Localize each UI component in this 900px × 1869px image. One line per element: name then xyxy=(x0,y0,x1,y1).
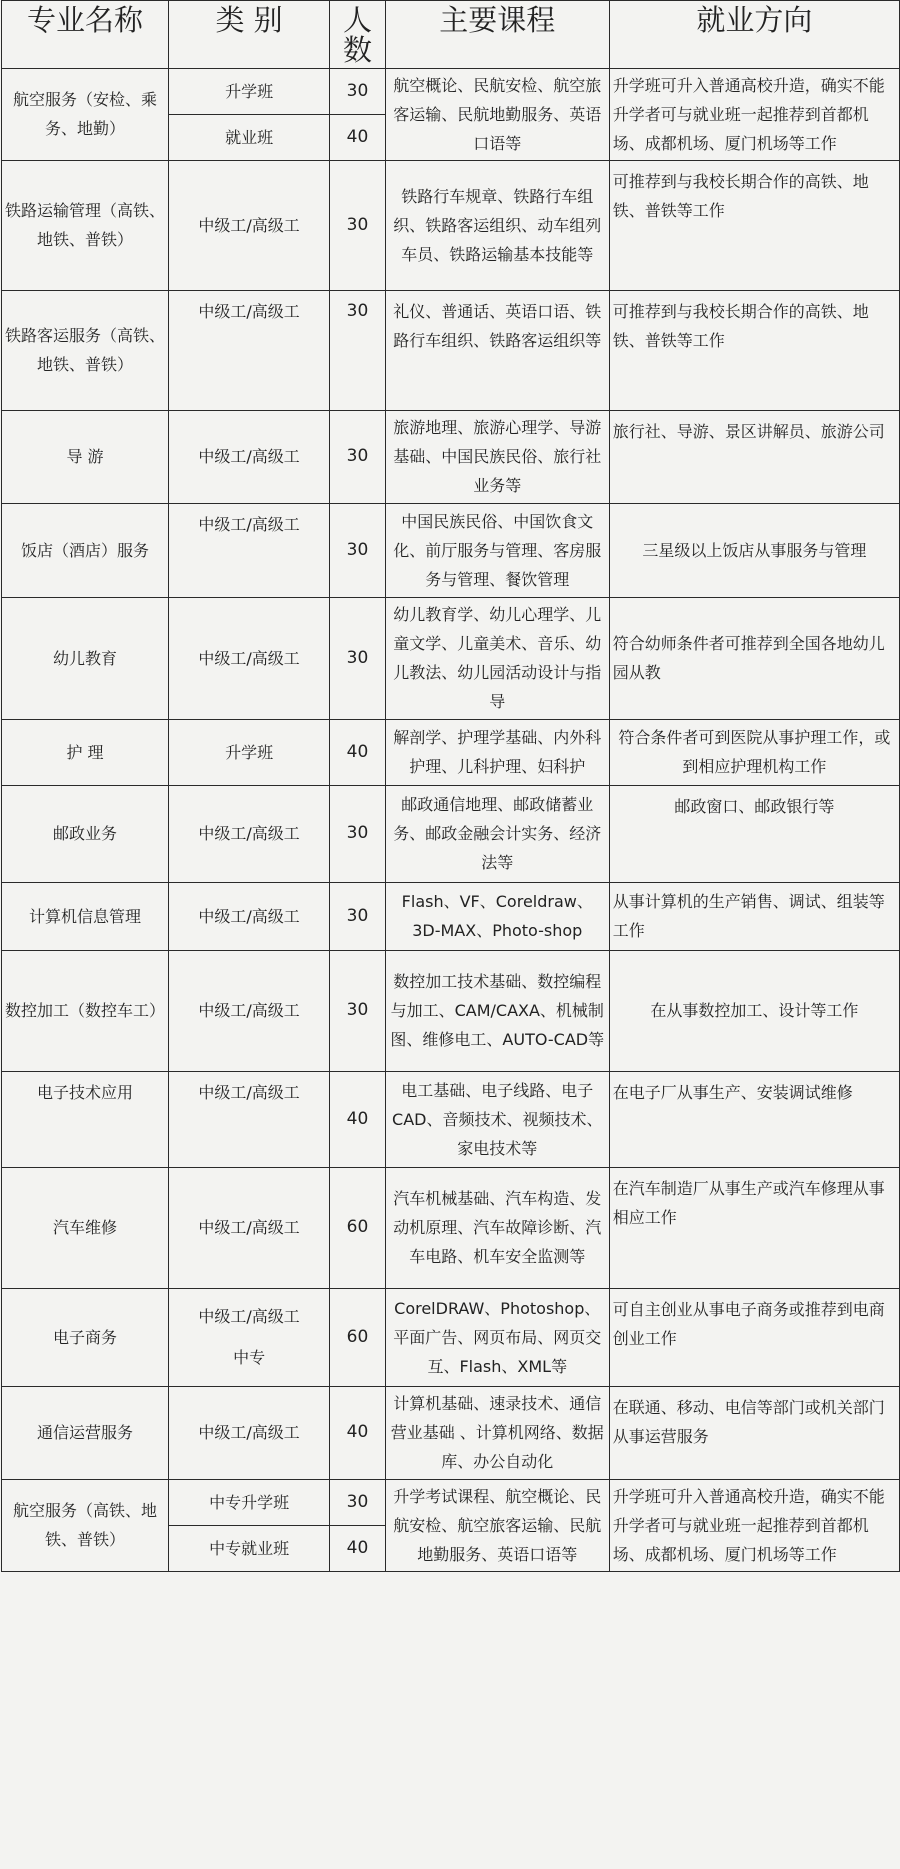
major-category: 中级工/高级工 xyxy=(169,503,330,597)
major-count: 30 xyxy=(330,785,386,882)
table-row xyxy=(2,1071,900,1167)
major-count: 60 xyxy=(330,1167,386,1288)
major-category: 升学班 xyxy=(169,719,330,785)
major-category: 中级工/高级工 xyxy=(169,1386,330,1479)
table-row xyxy=(2,1288,900,1386)
table-row xyxy=(2,597,900,719)
major-category: 升学班 xyxy=(169,68,330,115)
major-courses: 礼仪、普通话、英语口语、铁路行车组织、铁路客运组织等 xyxy=(385,290,609,410)
header-row xyxy=(2,1,900,69)
major-name: 护 理 xyxy=(2,719,169,785)
major-courses: Flash、VF、Coreldraw、3D-MAX、Photo-shop xyxy=(385,882,609,950)
major-courses: 航空概论、民航安检、航空旅客运输、民航地勤服务、英语口语等 xyxy=(385,68,609,160)
major-count: 40 xyxy=(330,719,386,785)
major-category: 中级工/高级工 xyxy=(169,290,330,410)
major-career: 在从事数控加工、设计等工作 xyxy=(609,950,899,1071)
header-courses: 主要课程 xyxy=(385,1,609,69)
major-category: 中级工/高级工 xyxy=(169,160,330,290)
major-count: 60 xyxy=(330,1288,386,1386)
table-row xyxy=(2,290,900,410)
major-name: 数控加工（数控车工） xyxy=(2,950,169,1071)
major-category-secondary: 中专 xyxy=(233,1348,266,1368)
major-courses: 旅游地理、旅游心理学、导游基础、中国民族民俗、旅行社业务等 xyxy=(385,410,609,503)
table-row xyxy=(2,785,900,882)
major-courses: 中国民族民俗、中国饮食文化、前厅服务与管理、客房服务与管理、餐饮管理 xyxy=(385,503,609,597)
table-row xyxy=(2,160,900,290)
major-courses: 电工基础、电子线路、电子CAD、音频技术、视频技术、家电技术等 xyxy=(385,1071,609,1167)
table-row xyxy=(2,410,900,503)
table-row xyxy=(2,1386,900,1479)
major-career: 符合幼师条件者可推荐到全国各地幼儿园从教 xyxy=(609,597,899,719)
major-category: 中专升学班 xyxy=(169,1479,330,1525)
major-courses: 数控加工技术基础、数控编程与加工、CAM/CAXA、机械制图、维修电工、AUTO-CAD等 xyxy=(385,950,609,1071)
table-row xyxy=(2,68,900,115)
major-count: 40 xyxy=(330,115,386,161)
major-name: 通信运营服务 xyxy=(2,1386,169,1479)
major-courses: 汽车机械基础、汽车构造、发动机原理、汽车故障诊断、汽车电路、机车安全监测等 xyxy=(385,1167,609,1288)
major-category-cell xyxy=(169,1288,330,1386)
table-row xyxy=(2,503,900,597)
major-category: 中级工/高级工 xyxy=(169,785,330,882)
table-row xyxy=(2,719,900,785)
major-count: 40 xyxy=(330,1071,386,1167)
major-category: 中级工/高级工 xyxy=(169,1071,330,1167)
major-name: 电子技术应用 xyxy=(2,1071,169,1167)
major-name: 汽车维修 xyxy=(2,1167,169,1288)
major-courses: 计算机基础、速录技术、通信营业基础 、计算机网络、数据库、办公自动化 xyxy=(385,1386,609,1479)
major-name: 邮政业务 xyxy=(2,785,169,882)
major-name: 导 游 xyxy=(2,410,169,503)
table-row xyxy=(2,950,900,1071)
major-name: 航空服务（安检、乘务、地勤） xyxy=(2,68,169,160)
major-career: 在电子厂从事生产、安装调试维修 xyxy=(609,1071,899,1167)
major-career: 邮政窗口、邮政银行等 xyxy=(609,785,899,882)
table-row xyxy=(2,1167,900,1288)
major-category: 中级工/高级工 xyxy=(198,1307,300,1327)
major-count: 30 xyxy=(330,597,386,719)
major-name: 铁路运输管理（高铁、地铁、普铁） xyxy=(2,160,169,290)
major-category: 中级工/高级工 xyxy=(169,1167,330,1288)
major-name: 航空服务（高铁、地铁、普铁） xyxy=(2,1479,169,1571)
major-courses: CorelDRAW、Photoshop、平面广告、网页布局、网页交互、Flash、XML等 xyxy=(385,1288,609,1386)
major-count: 30 xyxy=(330,68,386,115)
major-count: 30 xyxy=(330,503,386,597)
major-name: 铁路客运服务（高铁、地铁、普铁） xyxy=(2,290,169,410)
table-row xyxy=(2,1479,900,1525)
major-count: 30 xyxy=(330,290,386,410)
major-category: 中级工/高级工 xyxy=(169,882,330,950)
major-career: 在汽车制造厂从事生产或汽车修理从事相应工作 xyxy=(609,1167,899,1288)
major-name: 饭店（酒店）服务 xyxy=(2,503,169,597)
major-career: 可自主创业从事电子商务或推荐到电商创业工作 xyxy=(609,1288,899,1386)
major-count: 30 xyxy=(330,160,386,290)
major-career: 可推荐到与我校长期合作的高铁、地铁、普铁等工作 xyxy=(609,160,899,290)
major-career: 可推荐到与我校长期合作的高铁、地铁、普铁等工作 xyxy=(609,290,899,410)
major-courses: 幼儿教育学、幼儿心理学、儿童文学、儿童美术、音乐、幼儿教法、幼儿园活动设计与指导 xyxy=(385,597,609,719)
major-courses: 解剖学、护理学基础、内外科护理、儿科护理、妇科护 xyxy=(385,719,609,785)
header-count: 人数 xyxy=(330,1,386,69)
major-count: 40 xyxy=(330,1386,386,1479)
major-courses: 升学考试课程、航空概论、民航安检、航空旅客运输、民航地勤服务、英语口语等 xyxy=(385,1479,609,1571)
major-career: 符合条件者可到医院从事护理工作，或到相应护理机构工作 xyxy=(609,719,899,785)
major-courses: 邮政通信地理、邮政储蓄业务、邮政金融会计实务、经济法等 xyxy=(385,785,609,882)
major-name: 计算机信息管理 xyxy=(2,882,169,950)
major-category: 中专就业班 xyxy=(169,1525,330,1571)
major-career: 三星级以上饭店从事服务与管理 xyxy=(609,503,899,597)
header-category: 类 别 xyxy=(169,1,330,69)
major-count: 30 xyxy=(330,882,386,950)
major-name: 电子商务 xyxy=(2,1288,169,1386)
major-count: 30 xyxy=(330,950,386,1071)
major-count: 30 xyxy=(330,1479,386,1525)
header-name: 专业名称 xyxy=(2,1,169,69)
major-category: 中级工/高级工 xyxy=(169,950,330,1071)
table-row xyxy=(2,882,900,950)
major-career: 升学班可升入普通高校升造，确实不能升学者可与就业班一起推荐到首都机场、成都机场、厦门机场等工作 xyxy=(609,1479,899,1571)
major-career: 旅行社、导游、景区讲解员、旅游公司 xyxy=(609,410,899,503)
major-courses: 铁路行车规章、铁路行车组织、铁路客运组织、动车组列车员、铁路运输基本技能等 xyxy=(385,160,609,290)
major-category: 中级工/高级工 xyxy=(169,410,330,503)
major-career: 从事计算机的生产销售、调试、组装等工作 xyxy=(609,882,899,950)
majors-table xyxy=(1,0,900,1572)
major-career: 升学班可升入普通高校升造，确实不能升学者可与就业班一起推荐到首都机场、成都机场、厦门机场等工作 xyxy=(609,68,899,160)
major-career: 在联通、移动、电信等部门或机关部门从事运营服务 xyxy=(609,1386,899,1479)
major-category: 就业班 xyxy=(169,115,330,161)
header-career: 就业方向 xyxy=(609,1,899,69)
major-count: 40 xyxy=(330,1525,386,1571)
major-count: 30 xyxy=(330,410,386,503)
major-name: 幼儿教育 xyxy=(2,597,169,719)
major-category: 中级工/高级工 xyxy=(169,597,330,719)
